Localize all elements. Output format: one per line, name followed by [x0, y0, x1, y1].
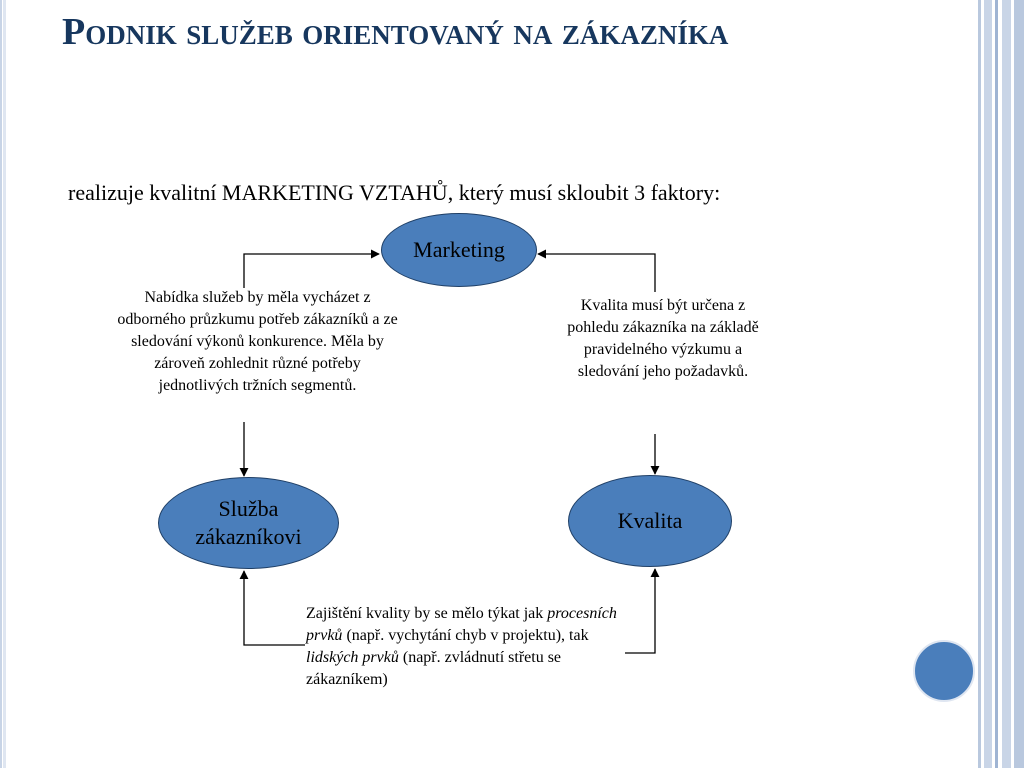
arrow-left-loop	[244, 254, 379, 288]
note-bottom-italic1: procesních prvků	[306, 605, 617, 644]
arrow-right-loop	[538, 254, 655, 292]
node-marketing-label: Marketing	[413, 237, 505, 262]
note-bottom-part3: (např. zvládnutí střetu se zákazníkem)	[306, 649, 562, 688]
intro-text: realizuje kvalitní MARKETING VZTAHŮ, který musí skloubit 3 faktory:	[68, 180, 721, 205]
slide-title: Podnik služeb orientovaný na zákazníka	[62, 11, 729, 53]
node-sluzba-label-line1: Služba	[218, 496, 279, 521]
note-left: Nabídka služeb by měla vycházet z odborného průzkumu potřeb zákazníků a ze sledování výkonů konkurence. Měla by zároveň zohlednit různé potřeby jednotlivých tržních segmentů.	[117, 289, 398, 394]
node-kvalita-label: Kvalita	[617, 508, 683, 533]
note-bottom-italic2: lidských prvků	[306, 649, 399, 666]
node-sluzba-label-line2: zákazníkovi	[195, 524, 302, 549]
note-right: Kvalita musí být určena z pohledu zákazníka na základě pravidelného výzkumu a sledování jeho požadavků.	[567, 297, 759, 380]
node-sluzba-zakaznikovi	[158, 477, 339, 569]
node-marketing	[381, 213, 537, 287]
arrow-bottom-left	[244, 571, 305, 645]
note-bottom-part1: Zajištění kvality by se mělo týkat jak	[306, 605, 548, 622]
note-bottom-part2: (např. vychytání chyb v projektu), tak	[342, 627, 589, 644]
node-kvalita	[568, 475, 732, 567]
note-bottom	[306, 603, 631, 691]
